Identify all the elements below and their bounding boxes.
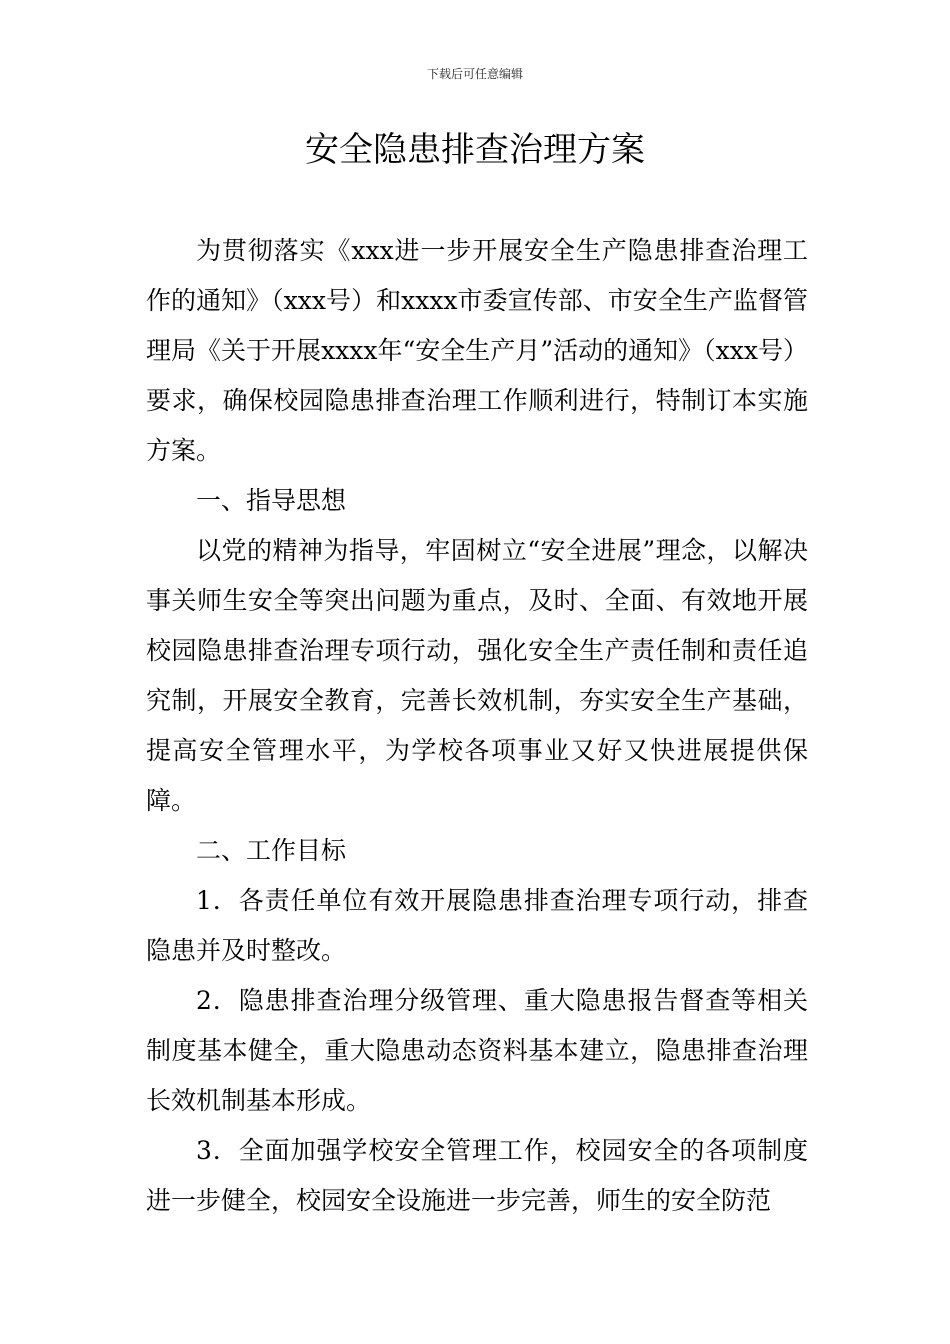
header-note: 下载后可任意编辑	[426, 67, 523, 81]
document-title: 安全隐患排查治理方案	[305, 130, 645, 170]
guiding-thought-paragraph: 以党的精神为指导，牢固树立“安全进展”理念，以解决事关师生安全等突出问题为重点，及时、全面、有效地开展校园隐患排查治理专项行动，强化安全生产责任制和责任追究制，开展安全教育，完善长效机制，夯实安全生产基础，提高安全管理水平，为学校各项事业又好又快进展提供保障。	[146, 536, 808, 815]
section-heading-guiding-thought: 一、指导思想	[196, 486, 347, 515]
goal-item-2: 2．隐患排查治理分级管理、重大隐患报告督查等相关制度基本健全，重大隐患动态资料基本建立，隐患排查治理长效机制基本形成。	[146, 986, 808, 1115]
goal-item-1: 1．各责任单位有效开展隐患排查治理专项行动，排查隐患并及时整改。	[146, 886, 808, 965]
intro-paragraph: 为贯彻落实《xxx进一步开展安全生产隐患排查治理工作的通知》（xxx号）和xxxx市委宣传部、市安全生产监督管理局《关于开展xxxx年“安全生产月”活动的通知》（xxx号）要求，确保校园隐患排查治理工作顺利进行，特制订本实施方案。	[146, 236, 808, 465]
goal-item-3: 3．全面加强学校安全管理工作，校园安全的各项制度进一步健全，校园安全设施进一步完善，师生的安全防范	[146, 1136, 808, 1215]
document-body	[146, 226, 808, 1226]
section-heading-work-goals: 二、工作目标	[196, 836, 347, 865]
